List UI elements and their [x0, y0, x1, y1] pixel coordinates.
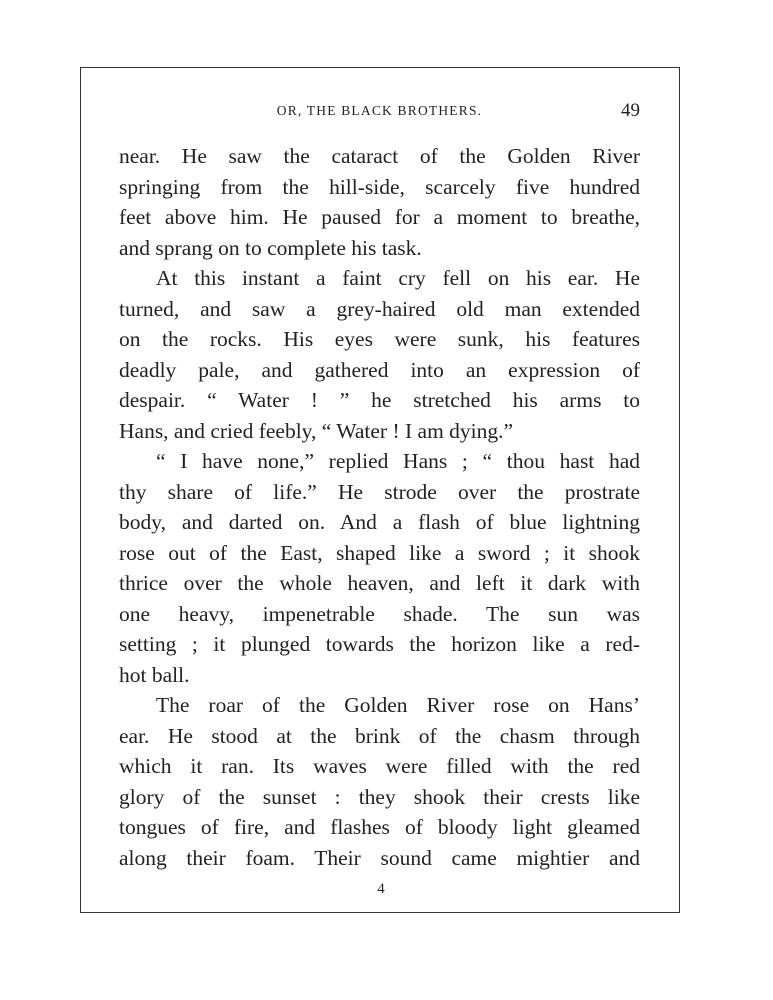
text-line: body, and darted on. And a flash of blue lightning	[119, 510, 640, 534]
signature-mark: 4	[377, 881, 385, 897]
text-line: turned, and saw a grey-haired old man extended	[119, 296, 640, 321]
text-line: setting ; it plunged towards the horizon like a red-	[119, 632, 640, 656]
text-line: springing from the hill-side, scarcely five hundred	[119, 174, 640, 199]
text-line: feet above him. He paused for a moment to breathe,	[119, 205, 640, 229]
text-line: on the rocks. His eyes were sunk, his features	[119, 327, 640, 351]
text-line: deadly pale, and gathered into an expression of	[119, 357, 640, 382]
text-line: hot ball.	[119, 662, 190, 687]
text-line: rose out of the East, shaped like a sword ; it shook	[119, 540, 640, 565]
text-line: The roar of the Golden River rose on Hans’	[156, 693, 640, 717]
text-line: along their foam. Their sound came mightier and	[119, 845, 640, 870]
text-line: and sprang on to complete his task.	[119, 235, 422, 260]
text-line: At this instant a faint cry fell on his ear. He	[156, 266, 640, 290]
page-number: 49	[621, 100, 640, 121]
text-line: near. He saw the cataract of the Golden River	[119, 144, 640, 168]
text-line: tongues of fire, and flashes of bloody light gleamed	[119, 815, 640, 839]
text-line: “ I have none,” replied Hans ; “ thou hast had	[156, 449, 640, 473]
text-line: one heavy, impenetrable shade. The sun was	[119, 601, 640, 626]
text-line: despair. “ Water ! ” he stretched his arms to	[119, 388, 640, 412]
running-title: OR, THE BLACK BROTHERS.	[276, 103, 483, 118]
running-head	[119, 101, 640, 121]
text-line: Hans, and cried feebly, “ Water ! I am dying.”	[119, 418, 514, 443]
text-line: thy share of life.” He strode over the prostrate	[119, 479, 640, 504]
text-line: glory of the sunset : they shook their crests like	[119, 784, 640, 809]
text-line: ear. He stood at the brink of the chasm through	[119, 723, 640, 748]
body-text	[119, 141, 640, 873]
text-line: thrice over the whole heaven, and left it dark with	[119, 571, 640, 595]
text-line: which it ran. Its waves were filled with the red	[119, 754, 640, 778]
